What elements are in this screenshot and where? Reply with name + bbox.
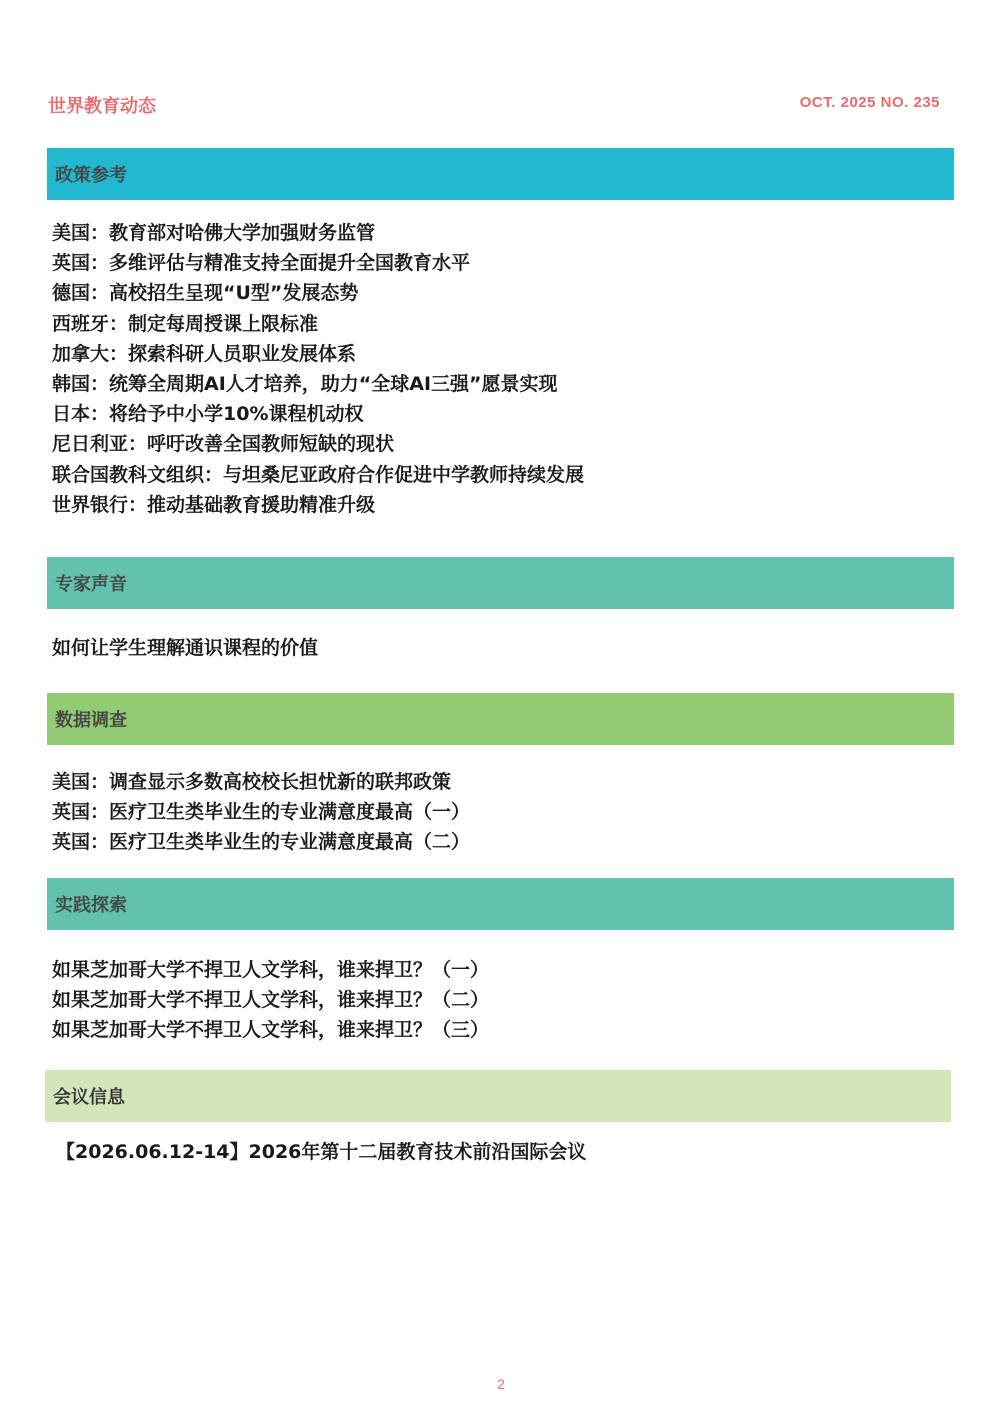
list-item[interactable]: 【2026.06.12-14】2026年第十二届教育技术前沿国际会议 [56,1141,587,1163]
expert-list [52,633,318,663]
publication-title: 世界教育动态 [48,96,156,117]
section-title-practice: 实践探索 [55,895,127,916]
conference-list [56,1137,586,1167]
section-header-data [47,693,954,745]
list-item[interactable]: 如果芝加哥大学不捍卫人文学科，谁来捍卫？（二） [52,989,490,1012]
data-list [52,767,470,858]
list-item[interactable]: 德国：高校招生呈现“U型”发展态势 [52,282,359,305]
list-item[interactable]: 如果芝加哥大学不捍卫人文学科，谁来捍卫？（一） [52,959,490,981]
list-item[interactable]: 西班牙：制定每周授课上限标准 [52,312,319,335]
list-item[interactable]: 加拿大：探索科研人员职业发展体系 [52,342,357,365]
section-header-policy [47,148,954,200]
list-item[interactable]: 日本：将给予中小学10%课程机动权 [52,403,364,426]
list-item[interactable]: 英国：医疗卫生类毕业生的专业满意度最高（二） [52,831,471,854]
section-header-conference [45,1070,951,1122]
policy-list [52,218,584,520]
section-header-expert [47,557,954,609]
list-item[interactable]: 如果芝加哥大学不捍卫人文学科，谁来捍卫？（三） [52,1019,490,1042]
section-header-practice [47,878,954,930]
list-item[interactable]: 尼日利亚：呼吁改善全国教师短缺的现状 [52,433,395,456]
list-item[interactable]: 美国：调查显示多数高校校长担忧新的联邦政策 [52,771,452,793]
list-item[interactable]: 联合国教科文组织：与坦桑尼亚政府合作促进中学教师持续发展 [52,463,585,486]
section-title-expert: 专家声音 [55,574,127,595]
list-item[interactable]: 如何让学生理解通识课程的价值 [52,637,319,659]
practice-list [52,955,489,1046]
issue-number: OCT. 2025 NO. 235 [799,94,940,111]
list-item[interactable]: 英国：医疗卫生类毕业生的专业满意度最高（一） [52,801,471,824]
list-item[interactable]: 美国：教育部对哈佛大学加强财务监管 [52,222,376,244]
section-title-conference: 会议信息 [53,1087,125,1108]
section-title-policy: 政策参考 [55,165,127,186]
list-item[interactable]: 韩国：统筹全周期AI人才培养，助力“全球AI三强”愿景实现 [52,373,558,396]
list-item[interactable]: 世界银行：推动基础教育援助精准升级 [52,493,376,516]
list-item[interactable]: 英国：多维评估与精准支持全面提升全国教育水平 [52,252,471,275]
page-number: 2 [497,1376,505,1392]
section-title-data: 数据调查 [55,710,127,731]
